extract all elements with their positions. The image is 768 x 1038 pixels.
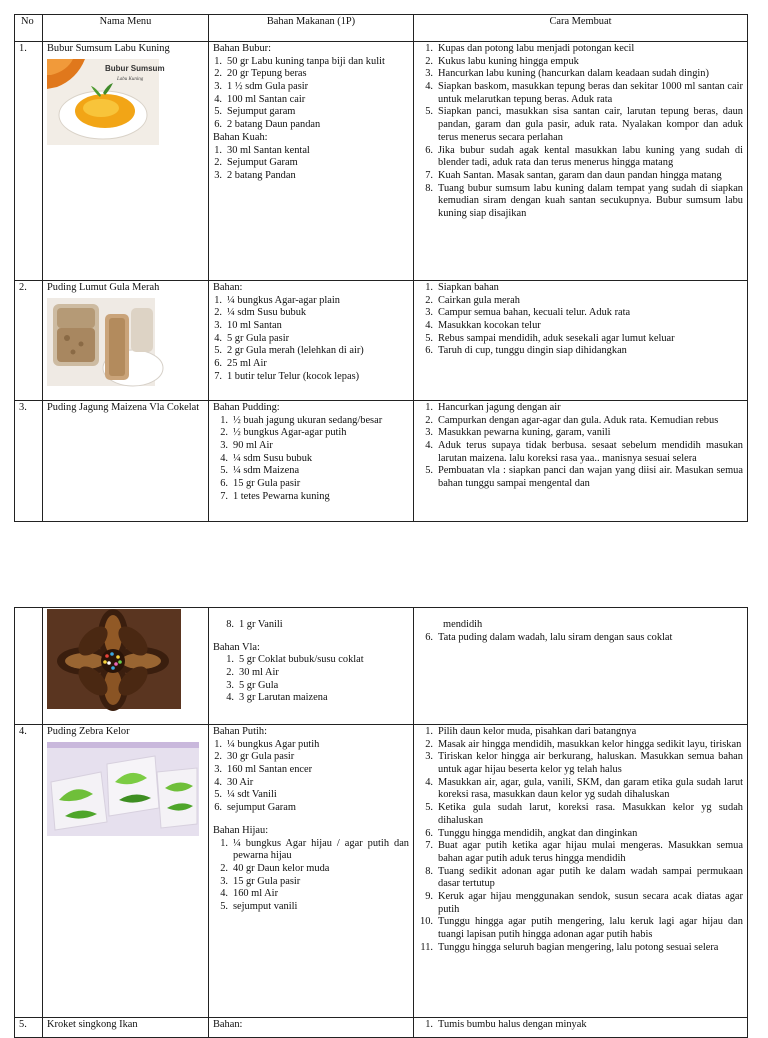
bahan-list [213, 654, 409, 705]
list-item: 1. ¼ bungkus Agar-agar plain [214, 294, 340, 306]
list-item: 2. 20 gr Tepung beras [214, 68, 307, 80]
list-item: 8. Tuang sedikit adonan agar putih ke dalam wadah sampai permukaan dasar tertutup [425, 865, 743, 890]
list-item: 5. ¼ sdt Vanili [214, 789, 277, 801]
bahan-list [213, 56, 409, 132]
header-no: No [15, 15, 43, 42]
bahan-cell [209, 281, 414, 401]
cara-cell [414, 1018, 748, 1038]
table-row [15, 1018, 748, 1038]
list-item: 2. 30 gr Gula pasir [214, 751, 295, 763]
bahan-section-title: Bahan: [213, 1019, 243, 1030]
list-item: 5. Sejumput garam [214, 106, 296, 118]
list-item: 2. Campurkan dengan agar-agar dan gula. Aduk rata. Kemudian rebus [425, 414, 719, 426]
row-number: 2. [15, 281, 43, 401]
row-number: 5. [15, 1018, 43, 1038]
list-item: 1. 5 gr Coklat bubuk/susu coklat [226, 654, 364, 666]
recipe-table-page-1 [14, 14, 748, 522]
list-item: 2. 40 gr Daun kelor muda [220, 862, 330, 874]
menu-cell [43, 281, 209, 401]
cara-cell [414, 401, 748, 522]
bahan-cell [209, 42, 414, 281]
cara-list [418, 726, 743, 954]
list-item: 1. ¼ bungkus Agar putih [214, 738, 320, 750]
list-item: 4. Aduk terus supaya tidak berbusa. sesaat sebelum mendidih masukan larutan maizena. lalu koreksi rasa yaa.. manisnya sesuai selera [425, 440, 743, 464]
puding-jagung-photo [47, 609, 181, 709]
table-row [15, 608, 748, 725]
list-item: 3. 10 ml Santan [214, 320, 282, 332]
list-item: 3. 2 batang Pandan [214, 169, 296, 181]
bahan-cell [209, 608, 414, 725]
bahan-section-title: Bahan Kuah: [213, 131, 268, 143]
list-item: 5. Rebus sampai mendidih, aduk sesekali agar lumut keluar [425, 332, 675, 344]
list-item: 6. Taruh di cup, tunggu dingin siap dihidangkan [425, 345, 627, 357]
list-item: 7. Buat agar putih ketika agar hijau mulai mengeras. Masukkan semua bahan agar putih aduk terus hingga mendidih [425, 840, 743, 864]
cara-cell [414, 42, 748, 281]
list-item: 4. 160 ml Air [220, 888, 279, 900]
bahan-section-title: Bahan Vla: [213, 641, 260, 653]
menu-name: Bubur Sumsum Labu Kuning [47, 43, 170, 54]
list-item: 1. Kupas dan potong labu menjadi potongan kecil [425, 43, 635, 54]
cara-list [418, 1019, 743, 1032]
menu-name: Kroket singkong Ikan [47, 1019, 138, 1030]
menu-name: Puding Jagung Maizena Vla Cokelat [47, 402, 200, 413]
list-item: 1. Siapkan bahan [425, 282, 499, 293]
menu-cell [43, 1018, 209, 1038]
list-item: 5. Ketika gula sudah larut, koreksi rasa. Masukkan kelor yg sudah dihaluskan [425, 802, 743, 826]
header-row [15, 15, 748, 42]
bahan-list [213, 295, 409, 384]
list-item: 5. Pembuatan vla : siapkan panci dan wajan yang diisi air. Masukan semua bahan tunggu sampai mengental dan [425, 465, 743, 490]
list-item: 4. Siapkan baskom, masukkan tepung beras dan sekitar 1000 ml santan cair untuk melarutkan tepung beras. Aduk rata [425, 81, 743, 105]
list-item: 6. 15 gr Gula pasir [220, 478, 301, 490]
table-row [15, 42, 748, 281]
list-item: 5. sejumput vanili [220, 900, 298, 912]
list-item: 6. 2 batang Daun pandan [214, 119, 321, 131]
list-item: 8. 1 gr Vanili [226, 619, 283, 630]
table-row [15, 281, 748, 401]
list-item: 1. 30 ml Santan kental [214, 144, 310, 156]
list-item: 4. Masukkan kocokan telur [425, 320, 541, 332]
photo-caption: Bubur Sumsum [105, 63, 165, 73]
list-item: 3. 90 ml Air [220, 440, 273, 452]
list-item: 2. 30 ml Air [226, 667, 279, 679]
bahan-list [213, 619, 409, 632]
puding-lumut-photo [47, 298, 155, 386]
puding-zebra-photo [47, 742, 199, 836]
list-item: 4. 3 gr Larutan maizena [226, 692, 328, 704]
menu-cell [43, 608, 209, 725]
list-item: 3. 1 ½ sdm Gula pasir [214, 81, 309, 93]
list-item: 2. Cairkan gula merah [425, 294, 520, 306]
list-item: 4. Masukkan air, agar, gula, vanili, SKM, dan garam etika gula sudah larut koreksi rasa, masukkan daun kelor yg sudah dihaluskan [425, 776, 743, 801]
menu-cell [43, 401, 209, 522]
cara-cell [414, 281, 748, 401]
bahan-list [213, 739, 409, 815]
bahan-cell [209, 725, 414, 1018]
list-item: 1. ½ buah jagung ukuran sedang/besar [220, 414, 383, 426]
list-item: 3. Tiriskan kelor hingga air berkurang, haluskan. Masukkan semua bahan untuk agar hijau beserta kelor yg telah halus [425, 751, 743, 776]
menu-name: Puding Zebra Kelor [47, 726, 130, 737]
recipe-table-page-2 [14, 607, 748, 1038]
list-item: 1. 50 gr Labu kuning tanpa biji dan kulit [214, 55, 385, 67]
list-item: 5. Siapkan panci, masukkan sisa santan cair, larutan tepung beras, daun pandan, garam dan gula pasir, aduk rata. Nyalakan kompor dan aduk terus menerus secara perlahan [425, 106, 743, 143]
list-item: 6. Tata puding dalam wadah, lalu siram dengan saus coklat [425, 631, 673, 643]
list-item: 3. 160 ml Santan encer [214, 764, 313, 776]
list-item: 2. ¼ sdm Susu bubuk [214, 307, 307, 319]
list-item: 4. 5 gr Gula pasir [214, 332, 290, 344]
bahan-section-title: Bahan: [213, 282, 243, 293]
list-item: 2. Kukus labu kuning hingga empuk [425, 55, 579, 67]
list-item: 7. 1 tetes Pewarna kuning [220, 490, 330, 502]
list-item: 3. 5 gr Gula [226, 679, 279, 691]
bahan-section-title: Bahan Hijau: [213, 824, 269, 836]
list-item: 1. ¼ bungkus Agar hijau / agar putih dan pewarna hijau [220, 837, 409, 862]
list-item: 4. 100 ml Santan cair [214, 93, 306, 105]
list-item: 11. Tunggu hingga seluruh bagian mengering, lalu potong sesuai selera [420, 941, 719, 953]
list-item: 3. Masukkan pewarna kuning, garam, vanili [425, 427, 611, 439]
table-row [15, 401, 748, 522]
cara-cell [414, 608, 748, 725]
list-item: 1. Tumis bumbu halus dengan minyak [425, 1019, 587, 1030]
row-number: 4. [15, 725, 43, 1018]
cara-list [418, 402, 743, 491]
bahan-cell [209, 401, 414, 522]
list-item: 2. Sejumput Garam [214, 157, 298, 169]
cara-list [418, 43, 743, 221]
bahan-list [213, 145, 409, 183]
cara-list [418, 632, 743, 645]
list-item: 6. sejumput Garam [214, 802, 296, 814]
table-row [15, 725, 748, 1018]
menu-cell [43, 42, 209, 281]
cara-cell [414, 725, 748, 1018]
row-number: 3. [15, 401, 43, 522]
list-item: 7. 1 butir telur Telur (kocok lepas) [214, 370, 360, 382]
row-number: 1. [15, 42, 43, 281]
list-item: 6. Tunggu hingga mendidih, angkat dan dinginkan [425, 827, 638, 839]
menu-cell [43, 725, 209, 1018]
list-item: 6. 25 ml Air [214, 358, 267, 370]
list-item: 7. Kuah Santan. Masak santan, garam dan daun pandan hingga matang [425, 169, 722, 181]
bahan-cell [209, 1018, 414, 1038]
header-cara: Cara Membuat [414, 15, 748, 42]
header-bahan: Bahan Makanan (1P) [209, 15, 414, 42]
photo-subcaption: Labu Kuning [117, 76, 144, 82]
bahan-section-title: Bahan Bubur: [213, 43, 272, 54]
list-item: 8. Tuang bubur sumsum labu kuning dalam tempat yang sudah di siapkan kemudian siram dengan kuah santan secukupnya. Bubur sumsum labu kuning siap disajikan [425, 182, 743, 219]
list-item: 9. Keruk agar hijau menggunakan sendok, susun secara acak diatas agar putih [425, 890, 743, 915]
menu-name: Puding Lumut Gula Merah [47, 282, 160, 293]
list-item: 3. 15 gr Gula pasir [220, 875, 301, 887]
list-item: 5. 2 gr Gula merah (lelehkan di air) [214, 345, 364, 357]
list-item: 4. ¼ sdm Susu bubuk [220, 452, 313, 464]
list-item: 1. Hancurkan jagung dengan air [425, 402, 561, 413]
list-item: 1. Pilih daun kelor muda, pisahkan dari batangnya [425, 726, 637, 737]
list-item: 6. Jika bubur sudah agak kental masukkan labu kuning yang sudah di blender tadi, aduk rata dan terus menerus hingga matang [425, 144, 743, 169]
list-item: 2. Masak air hingga mendidih, masukkan kelor hingga sedikit layu, tiriskan [425, 738, 742, 750]
bahan-list [213, 415, 409, 504]
bahan-list [213, 838, 409, 914]
list-item: 5. ¼ sdm Maizena [220, 465, 300, 477]
cara-list [418, 282, 743, 358]
list-item: 3. Hancurkan labu kuning (hancurkan dalam keadaan sudah dingin) [425, 68, 709, 80]
list-item: 4. 30 Air [214, 776, 254, 788]
bubur-sumsum-photo [47, 59, 165, 145]
header-menu: Nama Menu [43, 15, 209, 42]
bahan-section-title: Bahan Pudding: [213, 402, 280, 413]
cara-continued-text: mendidih [443, 619, 483, 630]
bahan-section-title: Bahan Putih: [213, 726, 267, 737]
list-item: 10. Tunggu hingga agar putih mengering, lalu keruk lagi agar hijau dan tuangi lapisan putih hingga adonan agar putih habis [420, 916, 743, 940]
list-item: 2. ½ bungkus Agar-agar putih [220, 427, 347, 439]
list-item: 3. Campur semua bahan, kecuali telur. Aduk rata [425, 307, 631, 319]
